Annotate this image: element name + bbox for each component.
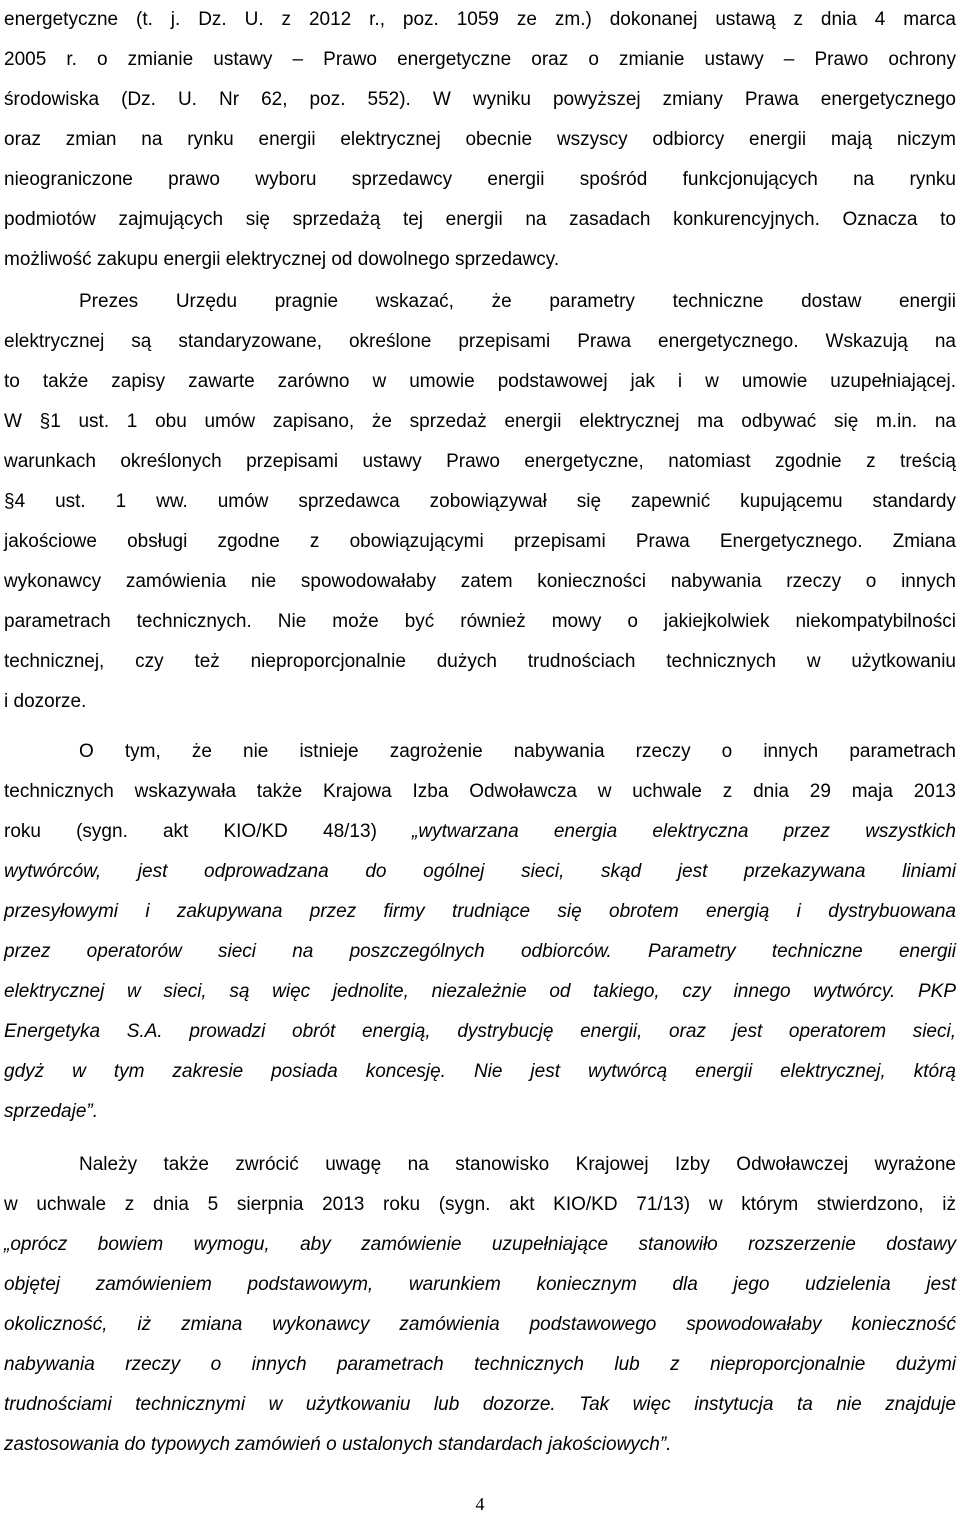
text-run: roku (sygn. akt KIO/KD 48/13) <box>4 821 413 842</box>
quote-line: trudnościami technicznymi w użytkowaniu lub dozorze. Tak więc instytucja ta nie znajduje <box>4 1394 956 1415</box>
text-line <box>4 772 956 812</box>
quote-line: objętej zamówieniem podstawowym, warunkiem koniecznym dla jego udzielenia jest <box>4 1274 956 1295</box>
text-line: energetyczne (t. j. Dz. U. z 2012 r., poz. 1059 ze zm.) dokonanej ustawą z dnia 4 marca <box>4 9 956 30</box>
paragraph-3 <box>4 732 956 1132</box>
text-line: elektrycznej są standaryzowane, określone przepisami Prawa energetycznego. Wskazują na <box>4 331 956 352</box>
quote-line: zastosowania do typowych zamówień o ustalonych standardach jakościowych”. <box>4 1434 672 1455</box>
quote-line: elektrycznej w sieci, są więc jednolite, niezależnie od takiego, czy innego wytwórcy. PKP <box>4 981 956 1002</box>
text-line: §4 ust. 1 ww. umów sprzedawca zobowiązywał się zapewnić kupującemu standardy <box>4 491 956 512</box>
quote-line: sprzedaje”. <box>4 1101 98 1122</box>
text-line: parametrach technicznych. Nie może być również mowy o jakiejkolwiek niekompatybilności <box>4 611 956 632</box>
text-line <box>4 732 956 772</box>
quote-run: „wytwarzana energia elektryczna przez wszystkich <box>412 821 956 842</box>
paragraph-2 <box>4 282 956 722</box>
text-line: możliwość zakupu energii elektrycznej od dowolnego sprzedawcy. <box>4 249 560 270</box>
text-run: technicznych wskazywała także Krajowa Izba Odwoławcza w uchwale z dnia 29 maja 2013 <box>4 781 956 802</box>
text-line: Prezes Urzędu pragnie wskazać, że parametry techniczne dostaw energii <box>79 291 956 312</box>
text-line <box>4 1185 956 1225</box>
quote-line: „oprócz bowiem wymogu, aby zamówienie uzupełniające stanowiło rozszerzenie dostawy <box>4 1234 956 1255</box>
text-line: nieograniczone prawo wyboru sprzedawcy energii spośród funkcjonujących na rynku <box>4 169 956 190</box>
quote-line: gdyż w tym zakresie posiada koncesję. Nie jest wytwórcą energii elektrycznej, którą <box>4 1061 956 1082</box>
page-number: 4 <box>475 1494 485 1514</box>
text-line: wykonawcy zamówienia nie spowodowałaby zatem konieczności nabywania rzeczy o innych <box>4 571 956 592</box>
text-run: Należy także zwrócić uwagę na stanowisko Krajowej Izby Odwoławczej wyrażone <box>79 1154 956 1175</box>
text-run: O tym, że nie istnieje zagrożenie nabywania rzeczy o innych parametrach <box>79 741 956 762</box>
text-line: technicznej, czy też nieproporcjonalnie dużych trudnościach technicznych w użytkowaniu <box>4 651 956 672</box>
quote-line: okoliczność, iż zmiana wykonawcy zamówienia podstawowego spowodowałaby konieczność <box>4 1314 956 1335</box>
quote-line: wytwórców, jest odprowadzana do ogólnej sieci, skąd jest przekazywana liniami <box>4 861 956 882</box>
text-line: to także zapisy zawarte zarówno w umowie podstawowej jak i w umowie uzupełniającej. <box>4 371 956 392</box>
text-line: podmiotów zajmujących się sprzedażą tej energii na zasadach konkurencyjnych. Oznacza to <box>4 209 956 230</box>
paragraph-4 <box>4 1145 956 1465</box>
text-line: W §1 ust. 1 obu umów zapisano, że sprzedaż energii elektrycznej ma odbywać się m.in. na <box>4 411 956 432</box>
quote-line: Energetyka S.A. prowadzi obrót energią, dystrybucję energii, oraz jest operatorem sieci, <box>4 1021 956 1042</box>
text-line: środowiska (Dz. U. Nr 62, poz. 552). W wyniku powyższej zmiany Prawa energetycznego <box>4 89 956 110</box>
quote-line: przesyłowymi i zakupywana przez firmy trudniące się obrotem energią i dystrybuowana <box>4 901 956 922</box>
text-line: warunkach określonych przepisami ustawy Prawo energetyczne, natomiast zgodnie z treścią <box>4 451 956 472</box>
text-line <box>4 812 956 852</box>
text-line: jakościowe obsługi zgodne z obowiązującymi przepisami Prawa Energetycznego. Zmiana <box>4 531 956 552</box>
text-line: oraz zmian na rynku energii elektrycznej obecnie wszyscy odbiorcy energii mają niczym <box>4 129 956 150</box>
text-run: w uchwale z dnia 5 sierpnia 2013 roku (sygn. akt KIO/KD 71/13) w którym stwierdzono, iż <box>4 1194 956 1215</box>
quote-line: przez operatorów sieci na poszczególnych odbiorców. Parametry techniczne energii <box>4 941 956 962</box>
quote-line: nabywania rzeczy o innych parametrach technicznych lub z nieproporcjonalnie dużymi <box>4 1354 956 1375</box>
document-page <box>4 0 956 1513</box>
text-line: i dozorze. <box>4 691 87 712</box>
paragraph-1 <box>4 0 956 280</box>
text-line <box>4 1145 956 1185</box>
text-line: 2005 r. o zmianie ustawy – Prawo energetyczne oraz o zmianie ustawy – Prawo ochrony <box>4 49 956 70</box>
